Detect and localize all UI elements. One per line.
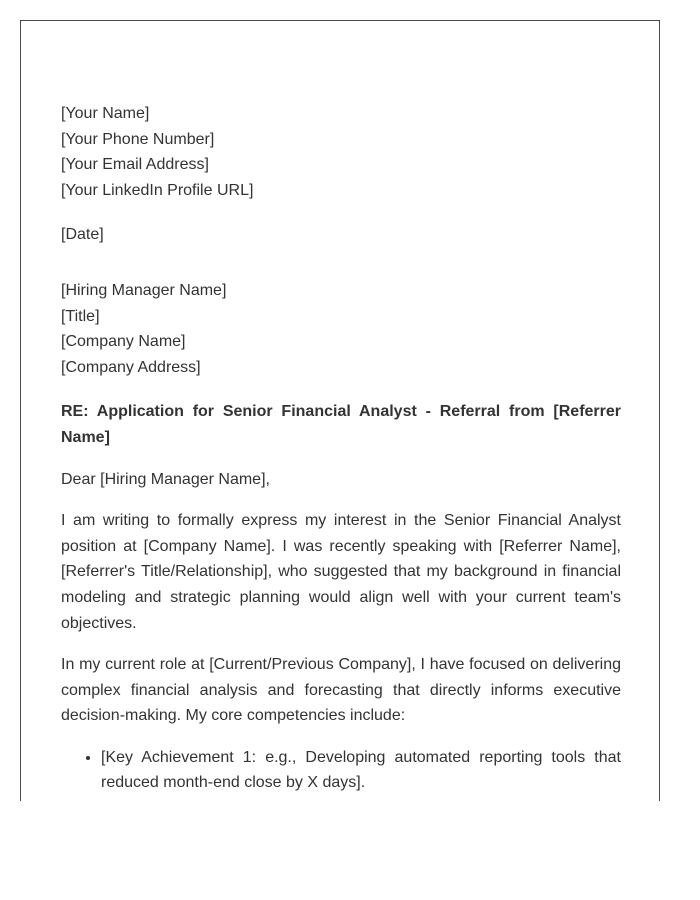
recipient-company: [Company Name]	[61, 333, 186, 351]
sender-email: [Your Email Address]	[61, 156, 209, 174]
recipient-block	[61, 278, 621, 380]
recipient-manager: [Hiring Manager Name]	[61, 281, 227, 299]
sender-block	[61, 101, 621, 203]
recipient-address: [Company Address]	[61, 358, 201, 376]
competencies-list	[61, 745, 621, 796]
letter-date: [Date]	[61, 226, 104, 244]
competency-item-1: • [Key Achievement 1: e.g., Developing automated reporting tools that reduced month-end close by X days].	[101, 745, 621, 796]
greeting: Dear [Hiring Manager Name],	[61, 470, 270, 488]
letter-page	[20, 20, 660, 801]
sender-name: [Your Name]	[61, 105, 150, 122]
subject-line: RE: Application for Senior Financial Analyst - Referral from [Referrer Name]	[61, 403, 621, 446]
sender-phone: [Your Phone Number]	[61, 130, 215, 148]
letter-content	[61, 101, 621, 796]
date-block	[61, 222, 621, 248]
sender-linkedin: [Your LinkedIn Profile URL]	[61, 181, 254, 199]
recipient-title: [Title]	[61, 307, 100, 325]
body-paragraph-2: In my current role at [Current/Previous Company], I have focused on delivering complex financial analysis and forecasting that directly informs executive decision-making. My core competencies include:	[61, 656, 621, 725]
body-paragraph-1: I am writing to formally express my interest in the Senior Financial Analyst position at [Company Name]. I was recently speaking with [Referrer Name], [Referrer's Title/Relationship], who suggested that my background in financial modeling and strategic planning would align well with your current team's objectives.	[61, 512, 621, 632]
